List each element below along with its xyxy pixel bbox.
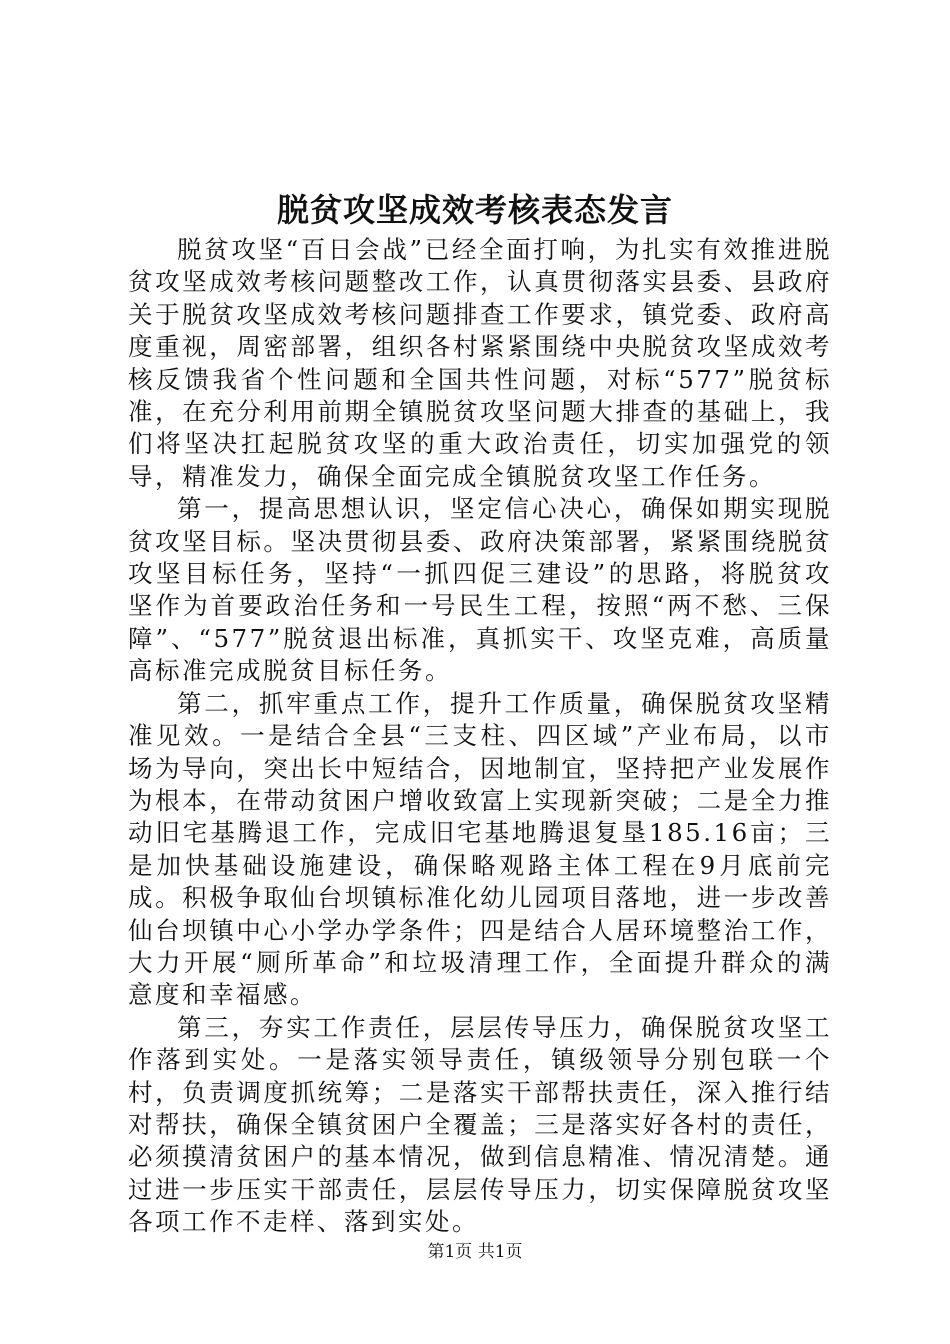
document-body — [128, 234, 832, 1239]
document-title: 脱贫攻坚成效考核表态发言 — [276, 191, 673, 229]
paragraph-third-point: 第三，夯实工作责任，层层传导压力，确保脱贫攻坚工作落到实处。一是落实领导责任，镇级领导分别包联一个村，负责调度抓统筹；二是落实干部帮扶责任，深入推行结对帮扶，确保全镇贫困户全覆盖；三是落实好各村的责任，必须摸清贫困户的基本情况，做到信息精准、情况清楚。通过进一步压实干部责任，层层传导压力，切实保障脱贫攻坚各项工作不走样、落到实处。 — [128, 1012, 832, 1237]
paragraph-intro: 脱贫攻坚“百日会战”已经全面打响，为扎实有效推进脱贫攻坚成效考核问题整改工作，认真贯彻落实县委、县政府关于脱贫攻坚成效考核问题排查工作要求，镇党委、政府高度重视，周密部署，组织各村紧紧围绕中央脱贫攻坚成效考核反馈我省个性问题和全国共性问题，对标“577”脱贫标准，在充分利用前期全镇脱贫攻坚问题大排查的基础上，我们将坚决扛起脱贫攻坚的重大政治责任，切实加强党的领导，精准发力，确保全面完成全镇脱贫攻坚工作任务。 — [128, 235, 832, 491]
page-number-footer: 第1页 共1页 — [427, 1242, 523, 1262]
paragraph-second-point: 第二，抓牢重点工作，提升工作质量，确保脱贫攻坚精准见效。一是结合全县“三支柱、四区域”产业布局，以市场为导向，突出长中短结合，因地制宜，坚持把产业发展作为根本，在带动贫困户增收致富上实现新突破；二是全力推动旧宅基腾退工作，完成旧宅基地腾退复垦185.16亩；三是加快基础设施建设，确保略观路主体工程在9月底前完成。积极争取仙台坝镇标准化幼儿园项目落地，进一步改善仙台坝镇中心小学办学条件；四是结合人居环境整治工作，大力开展“厕所革命”和垃圾清理工作，全面提升群众的满意度和幸福感。 — [128, 688, 832, 1010]
paragraph-first-point: 第一，提高思想认识，坚定信心决心，确保如期实现脱贫攻坚目标。坚决贯彻县委、政府决策部署，紧紧围绕脱贫攻坚目标任务，坚持“一抓四促三建设”的思路，将脱贫攻坚作为首要政治任务和一号民生工程，按照“两不愁、三保障”、“577”脱贫退出标准，真抓实干、攻坚克难，高质量高标准完成脱贫目标任务。 — [128, 494, 832, 686]
